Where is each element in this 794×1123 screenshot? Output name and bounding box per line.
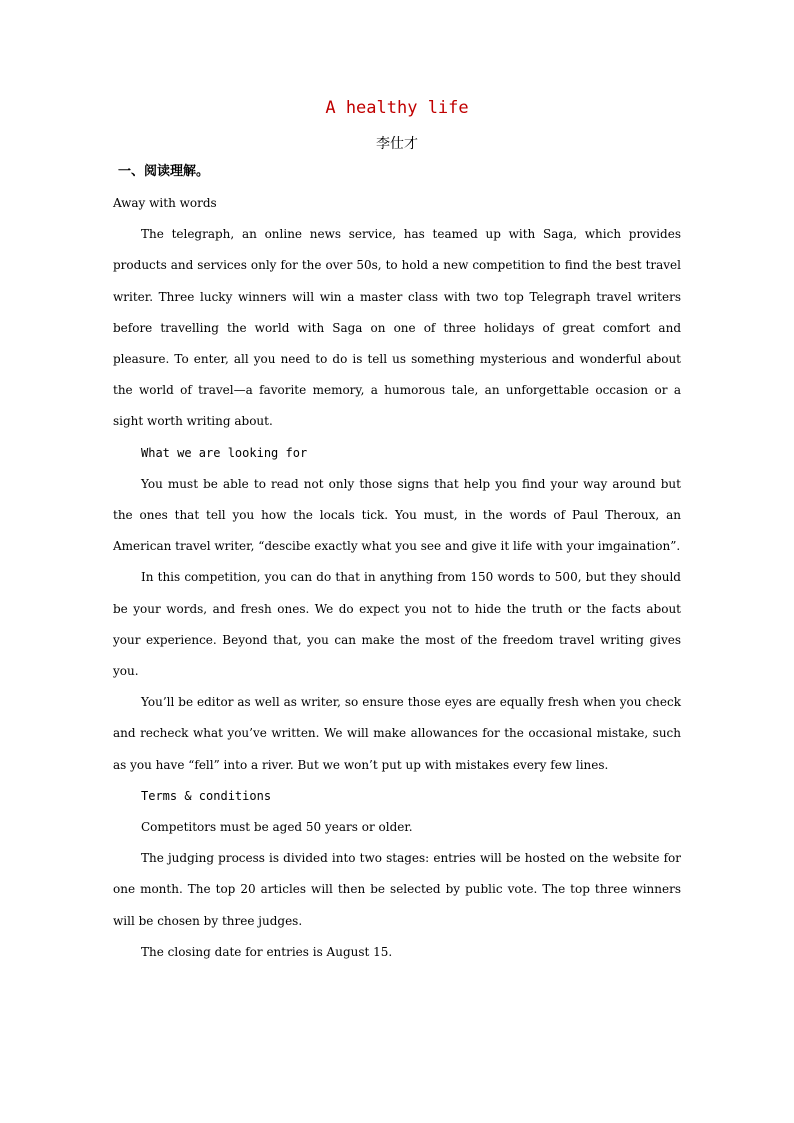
- paragraph: In this competition, you can do that in anything from 150 words to 500, but they should be your words, and fresh ones. We do expect you not to hide the truth or the facts about your experience. Beyond that, you can make the most of the freedom travel writing gives you.: [113, 570, 681, 679]
- passage-body: [113, 188, 681, 968]
- paragraph: You must be able to read not only those signs that help you find your way around but the ones that tell you how the locals tick. You must, in the words of Paul Theroux, an American travel writer, “descibe exactly what you see and give it life with your imgaination”.: [113, 476, 681, 554]
- subheading-terms: Terms & conditions: [141, 788, 272, 803]
- page-title: A healthy life: [325, 98, 469, 118]
- author-name: 李仕才: [376, 136, 418, 152]
- paragraph: You’ll be editor as well as writer, so ensure those eyes are equally fresh when you check and recheck what you’ve written. We will make allowances for the occasional mistake, such as you have “fell” into a river. But we won’t put up with mistakes every few lines.: [113, 695, 681, 772]
- section-heading: 一、阅读理解。: [118, 164, 210, 179]
- paragraph: The judging process is divided into two stages: entries will be hosted on the website for one month. The top 20 articles will then be selected by public vote. The top three winners will be chosen by three judges.: [113, 851, 681, 928]
- paragraph: The closing date for entries is August 15.: [141, 944, 393, 959]
- passage-title: Away with words: [113, 196, 217, 210]
- subheading-looking-for: What we are looking for: [141, 445, 308, 460]
- paragraph: The telegraph, an online news service, has teamed up with Saga, which provides products and services only for the over 50s, to hold a new competition to find the best travel writer. Three lucky winners will win a master class with two top Telegraph travel writers before travelling the world with Saga on one of three holidays of great comfort and pleasure. To enter, all you need to do is tell us something mysterious and wonderful about the world of travel—a favorite memory, a humorous tale, an unforgettable occasion or a sight worth writing about.: [113, 227, 681, 429]
- paragraph: Competitors must be aged 50 years or older.: [141, 820, 413, 835]
